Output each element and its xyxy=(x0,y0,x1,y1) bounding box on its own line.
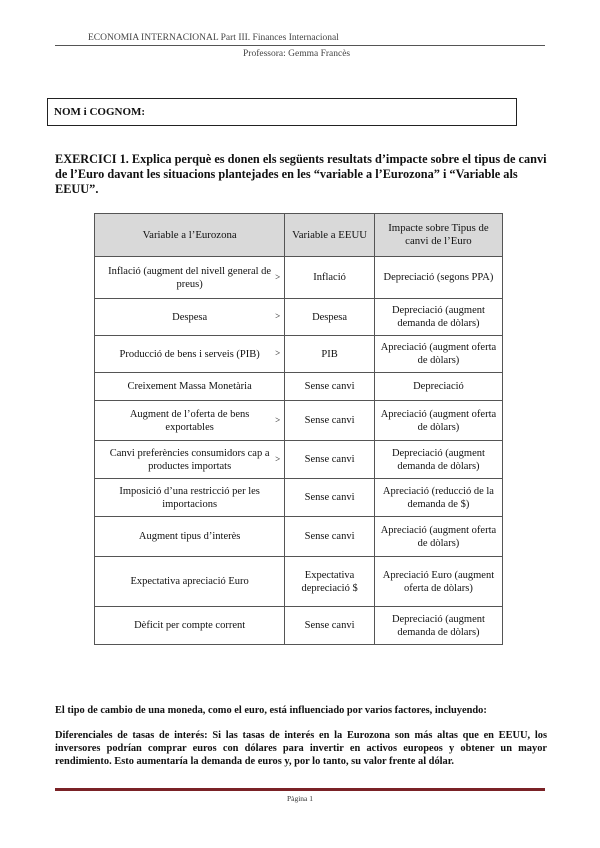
impact-cell: Depreciació (augment demanda de dòlars) xyxy=(374,441,502,479)
impact-cell: Apreciació (augment oferta de dòlars) xyxy=(374,517,502,557)
header-usa: Variable a EEUU xyxy=(285,214,375,257)
usa-cell: Sense canvi xyxy=(285,479,375,517)
usa-cell: Sense canvi xyxy=(285,441,375,479)
usa-cell: Expectativa depreciació $ xyxy=(285,557,375,607)
eurozone-cell: Creixement Massa Monetària xyxy=(127,381,252,392)
impact-cell: Apreciació (augment oferta de dòlars) xyxy=(374,401,502,441)
impact-cell: Apreciació (reducció de la demanda de $) xyxy=(374,479,502,517)
name-field[interactable] xyxy=(47,98,517,126)
table-row xyxy=(95,557,503,607)
greater-than-sign: > xyxy=(275,453,281,464)
table-row xyxy=(95,441,503,479)
eurozone-cell: Augment tipus d’interès xyxy=(138,531,241,542)
usa-cell: Sense canvi xyxy=(285,607,375,645)
header-eurozone: Variable a l’Eurozona xyxy=(95,214,285,257)
header-teacher: Professora: Gemma Francès xyxy=(243,49,351,59)
table-row xyxy=(95,373,503,401)
greater-than-sign: > xyxy=(275,414,281,425)
greater-than-sign: > xyxy=(275,271,281,282)
table-row xyxy=(95,257,503,299)
impact-cell: Depreciació (segons PPA) xyxy=(374,257,502,299)
impact-cell: Depreciació xyxy=(374,373,502,401)
header-impact: Impacte sobre Tipus de canvi de l’Euro xyxy=(374,214,502,257)
body-intro: El tipo de cambio de una moneda, como el euro, está influenciado por varios factores, incluyendo: xyxy=(55,705,487,716)
eurozone-cell: Augment de l’oferta de bens exportables xyxy=(129,408,250,433)
table-row xyxy=(95,299,503,336)
header-rule xyxy=(55,45,545,46)
eurozone-cell: Dèficit per compte corrent xyxy=(134,620,246,631)
page-number: Pàgina 1 xyxy=(286,794,314,803)
eurozone-cell: Inflació (augment del nivell general de preus) xyxy=(108,265,272,290)
table-row xyxy=(95,479,503,517)
exercise-statement: EXERCICI 1. Explica perquè es donen els següents resultats d’impacte sobre el tipus de canvi de l’Euro davant les situacions plantejades en les “variable a l’Eurozona” i “Variable als EEUU”. xyxy=(55,152,547,196)
usa-cell: Sense canvi xyxy=(285,517,375,557)
greater-than-sign: > xyxy=(275,348,281,358)
footer-rule xyxy=(55,788,545,791)
impact-cell: Apreciació (augment oferta de dòlars) xyxy=(374,336,502,373)
body-paragraph: Diferenciales de tasas de interés: Si las tasas de interés en la Eurozona son más altas que en EEUU, los inversores podrían comprar euros con dólares para invertir en activos europeos y obtener un mayor rendimiento. Esto aumentaría la demanda de euros y, por lo tanto, su valor frente al dólar. xyxy=(55,730,547,767)
eurozone-cell: Expectativa apreciació Euro xyxy=(130,576,249,587)
usa-cell: Sense canvi xyxy=(285,401,375,441)
impact-cell: Apreciació Euro (augment oferta de dòlars) xyxy=(374,557,502,607)
usa-cell: Sense canvi xyxy=(285,373,375,401)
table-row xyxy=(95,336,503,373)
impact-table xyxy=(94,213,503,645)
table-row xyxy=(95,607,503,645)
table-row xyxy=(95,517,503,557)
greater-than-sign: > xyxy=(275,311,281,321)
eurozone-cell: Despesa xyxy=(172,311,208,323)
eurozone-cell: Producció de bens i serveis (PIB) xyxy=(119,348,260,360)
usa-cell: Despesa xyxy=(285,299,375,336)
header-course: ECONOMIA INTERNACIONAL Part III. Finances Internacional xyxy=(88,33,339,43)
usa-cell: Inflació xyxy=(285,257,375,299)
eurozone-cell: Imposició d’una restricció per les importacions xyxy=(119,485,260,510)
name-label: NOM i COGNOM: xyxy=(54,106,146,118)
table-row xyxy=(95,401,503,441)
impact-cell: Depreciació (augment demanda de dòlars) xyxy=(374,607,502,645)
eurozone-cell: Canvi preferències consumidors cap a productes importats xyxy=(109,447,270,472)
usa-cell: PIB xyxy=(285,336,375,373)
impact-cell: Depreciació (augment demanda de dòlars) xyxy=(374,299,502,336)
